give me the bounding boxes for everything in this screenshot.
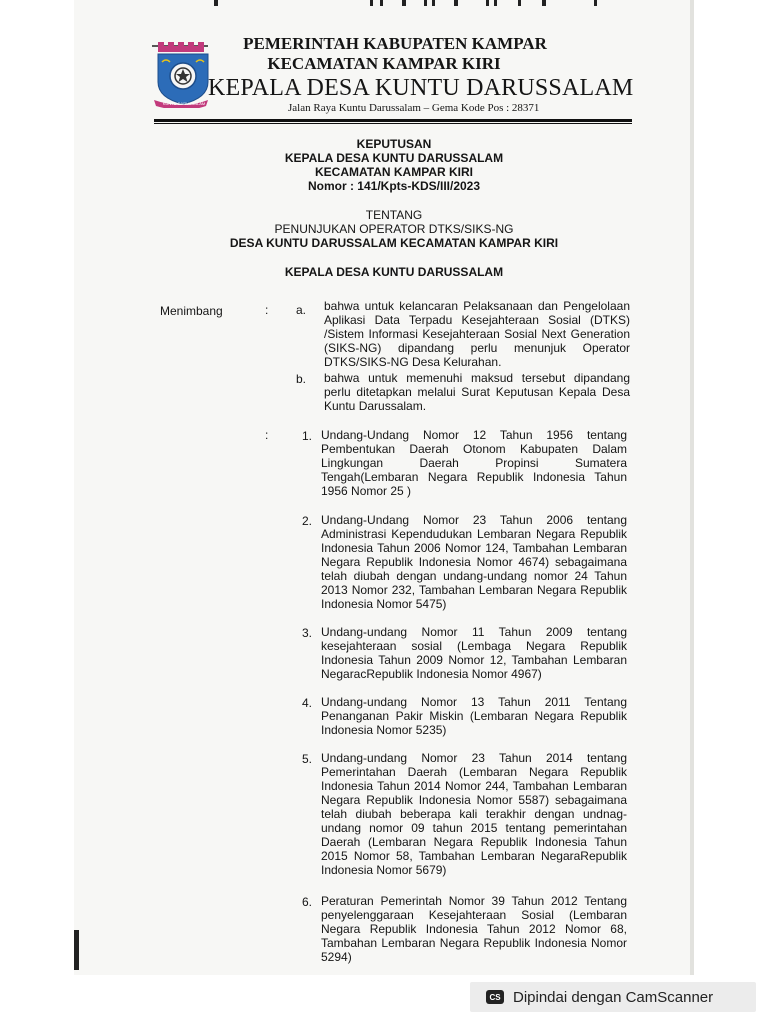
decree-number: Nomor : 141/Kpts-KDS/III/2023 bbox=[307, 179, 481, 193]
mengingat-item-3: Undang-undang Nomor 11 Tahun 2009 tentang kesejahteraan sosial (Lembaga Negara Republik Indonesia Tahun 2009 Nomor 12, Tambahan Lembaran NegaracRepublik Indonesia Nomor 4967) bbox=[321, 625, 627, 681]
mengingat-item-2: Undang-Undang Nomor 23 Tahun 2006 tentang Administrasi Kependudukan Lembaran Negara Republik Indonesia Tahun 2006 Nomor 124, Tambahan Lembaran Negara Republik Indonesia Nomor 4674) sebagaimana telah diubah dengan undang-undang nomor 24 Tahun 2013 Nomor 232, Tambahan Lembaran Negara Republik Indonesia Nomor 5475) bbox=[321, 513, 627, 611]
menimbang-item-b: bahwa untuk memenuhi maksud tersebut dipandang perlu ditetapkan melalui Surat Keputusan Kepala Desa Kuntu Darussalam. bbox=[324, 371, 630, 413]
letterhead-address: Jalan Raya Kuntu Darussalam – Gema Kode Pos : 28371 bbox=[288, 102, 540, 114]
menimbang-label: Menimbang bbox=[160, 304, 223, 318]
letterhead-rule-thin bbox=[154, 123, 632, 124]
camscanner-watermark bbox=[470, 982, 756, 1012]
decree-district: KECAMATAN KAMPAR KIRI bbox=[315, 165, 473, 179]
camscanner-logo-icon: CS bbox=[486, 990, 504, 1004]
menimbang-colon: : bbox=[265, 303, 269, 317]
letterhead-district: KECAMATAN KAMPAR KIRI bbox=[267, 54, 501, 73]
mengingat-marker-4: 4. bbox=[302, 696, 313, 710]
scan-top-marks bbox=[74, 0, 694, 8]
emblem-ribbon-text: KUNTU DARUSSALAM bbox=[162, 101, 206, 106]
letterhead bbox=[208, 34, 634, 102]
mengingat-item-5: Undang-undang Nomor 23 Tahun 2014 tentang Pemerintahan Daerah (Lembaran Negara Republik Indonesia Tahun 2014 Nomor 244, Tambahan Lembaran Negara Republik Indonesia Nomor 5587) sebagaimana telah diubah beberapa kali terakhir dengan undnag-undang nomor 09 tahun 2015 tentang pemerintahan Daerah (Lembaran Negara Republik Indonesia Tahun 2015 Nomor 58, Tambahan Lembaran NegaraRepublik Indonesia Nomor 5679) bbox=[321, 751, 627, 877]
mengingat-marker-3: 3. bbox=[302, 626, 313, 640]
decree-subject-2: DESA KUNTU DARUSSALAM KECAMATAN KAMPAR KIRI bbox=[229, 236, 559, 250]
decree-type: KEPUTUSAN bbox=[356, 137, 432, 151]
decree-subject-1: PENUNJUKAN OPERATOR DTKS/SIKS-NG bbox=[274, 222, 514, 236]
letterhead-office: KEPALA DESA KUNTU DARUSSALAM bbox=[208, 75, 634, 101]
mengingat-marker-2: 2. bbox=[302, 514, 313, 528]
decree-about: TENTANG bbox=[365, 208, 423, 222]
menimbang-marker-b: b. bbox=[296, 372, 307, 386]
page-edge-mark bbox=[74, 930, 79, 970]
letterhead-government: PEMERINTAH KABUPATEN KAMPAR bbox=[243, 34, 547, 53]
mengingat-item-6: Peraturan Pemerintah Nomor 39 Tahun 2012 Tentang penyelenggaraan Kesejahteraan Sosial (Lembaran Negara Republik Indonesia Tahun 2012 Nomor 68, Tambahan Lembaran Negara Republik Indonesia Nomor 5294) bbox=[321, 894, 627, 964]
mengingat-marker-5: 5. bbox=[302, 752, 313, 766]
camscanner-text: Dipindai dengan CamScanner bbox=[513, 988, 714, 1006]
menimbang-item-a: bahwa untuk kelancaran Pelaksanaan dan Pengelolaan Aplikasi Data Terpadu Kesejahteraan Sosial (DTKS) /Sistem Informasi Kesejahteraan Sosial Next Generation (SIKS-NG) dipandang perlu menunjuk Operator DTKS/SIKS-NG Desa Kelurahan. bbox=[324, 299, 630, 369]
decree-issuer: KEPALA DESA KUNTU DARUSSALAM bbox=[284, 151, 504, 165]
mengingat-marker-6: 6. bbox=[302, 895, 313, 909]
mengingat-marker-1: 1. bbox=[302, 429, 313, 443]
decree-signer: KEPALA DESA KUNTU DARUSSALAM bbox=[284, 265, 504, 279]
mengingat-colon: : bbox=[265, 428, 269, 442]
mengingat-item-4: Undang-undang Nomor 13 Tahun 2011 Tentang Penanganan Pakir Miskin (Lembaran Negara Republik Indonesia Nomor 5235) bbox=[321, 695, 627, 737]
page-edge-shadow bbox=[690, 0, 694, 975]
menimbang-marker-a: a. bbox=[296, 303, 307, 317]
mengingat-item-1: Undang-Undang Nomor 12 Tahun 1956 tentang Pembentukan Daerah Otonom Kabupaten Dalam Lingkungan Daerah Propinsi Sumatera Tengah(Lembaran Negara Republik Indonesia Tahun 1956 Nomor 25 ) bbox=[321, 428, 627, 498]
letterhead-rule-thick bbox=[154, 119, 632, 122]
